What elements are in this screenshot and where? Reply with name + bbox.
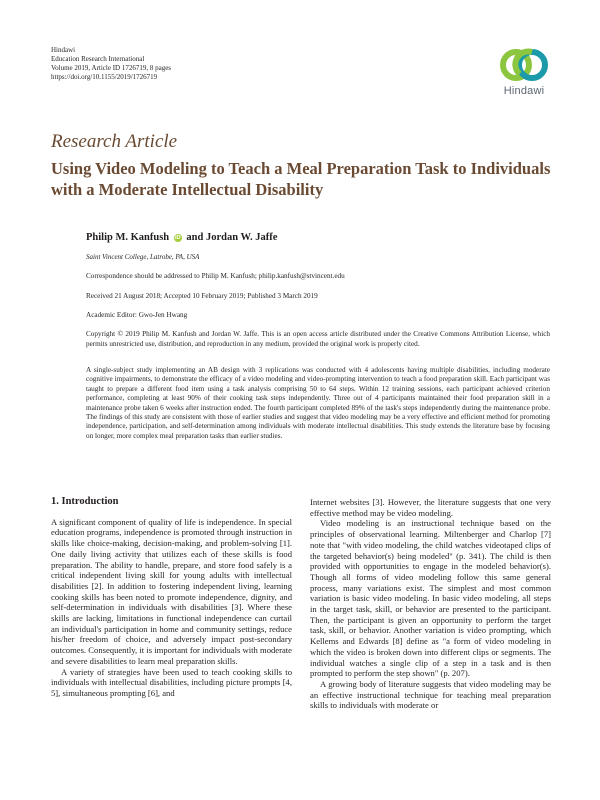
affiliation: Saint Vincent College, Latrobe, PA, USA [86, 253, 200, 261]
paragraph: A growing body of literature suggests that video modeling may be an effective instructional technique for teaching meal preparation skills to individuals with moderate or [310, 678, 551, 711]
section-heading: 1. Introduction [51, 496, 119, 507]
academic-editor: Academic Editor: Gwo-Jen Hwang [86, 311, 188, 319]
volume-line: Volume 2019, Article ID 1726719, 8 pages [51, 64, 172, 72]
doi-link[interactable]: https://doi.org/10.1155/2019/1726719 [51, 73, 158, 81]
logo-wordmark: Hindawi [503, 85, 545, 97]
journal-meta [51, 46, 171, 82]
author-list [86, 232, 550, 243]
paragraph: A variety of strategies have been used to teach cooking skills to individuals with intellectual disabilities, including picture prompts [4, 5], simultaneous prompting [6], and [51, 666, 292, 698]
paragraph: A significant component of quality of life is independence. In special education programs, independence is promoted through instruction in skills like choice-making, decision-making, and problem-solving [1]. One daily living activity that utilizes each of these skills is food preparation. The ability to handle, prepare, and store food safely is a critical independent living skill for young adults with intellectual disabilities [2]. In addition to fostering independent living, learning cooking skills has been noted to promote independence, dignity, and self-determination in individuals with disabilities [3]. Where these skills are lacking, limitations in functional independence can curtail an individual's participation in home and community settings, reduce his/her freedom of choice, and adversely impact post-secondary outcomes. Consequently, it is important for individuals with moderate and severe disabilities to learn meal preparation skills. [51, 516, 292, 666]
abstract: A single-subject study implementing an AB design with 3 replications was conducted with 4 adolescents having multiple disabilities, including moderate cognitive impairments, to demonstrate the efficacy of a video modeling and video-prompting intervention to teach a food preparation skill. Each participant was taught to prepare a different food item using a task analysis comprising 50 to 64 steps. Within 12 training sessions, each participant achieved criterion performance, completing at least 90% of their cooking task steps independently. Three out of 4 participants maintained their food preparation skill in a maintenance probe taken 6 weeks after instruction ended. The fourth participant completed 89% of the task's steps independently during the maintenance probe. The findings of this study are consistent with those of earlier studies and suggest that video modeling may be a very effective and efficient method for promoting independence, participation, and self-determination among individuals with moderate intellectual disabilities. This study extends the literature base by focusing on longer, more complex meal preparation tasks than earlier studies. [86, 366, 550, 440]
copyright-notice: Copyright © 2019 Philip M. Kanfush and Jordan W. Jaffe. This is an open access article distributed under the Creative Commons Attribution License, which permits unrestricted use, distribution, and reproduction in any medium, provided the original work is properly cited. [86, 330, 550, 348]
orcid-icon[interactable]: iD [175, 235, 181, 241]
author-name-2: and Jordan W. Jaffe [186, 232, 278, 243]
publication-dates: Received 21 August 2018; Accepted 10 February 2019; Published 3 March 2019 [86, 292, 318, 300]
paragraph: Video modeling is an instructional technique based on the principles of observational learning. Miltenberger and Charlop [7] note that "with video modeling, the child watches videotaped clips of the targeted behavior(s) being modeled" (p. 341). The child is then provided with opportunities to engage in the modeled behavior(s). Though all forms of video modeling follow this same general process, many variations exist. The simplest and most common variation is basic video modeling. In basic video modeling, all steps in the target task, skill, or behavior are presented to the participant. Then, the participant is given an opportunity to perform the target task, skill, or behavior. Another variation is video prompting, which Kellems and Edwards [8] define as "a form of video modeling in which the video is broken down into different clips or segments. The individual watches a single clip of a step in a task and is then prompted to perform the step shown" (p. 207). [310, 518, 551, 679]
journal-name: Education Research International [51, 55, 145, 63]
author-name: Philip M. Kanfush [86, 232, 170, 243]
hindawi-logo [496, 46, 552, 106]
right-column [310, 497, 551, 711]
article-type: Research Article [51, 131, 178, 152]
left-column [51, 497, 292, 699]
correspondence: Correspondence should be addressed to Philip M. Kanfush; philip.kanfush@stvincent.edu [86, 272, 345, 280]
interlocking-rings-icon [499, 46, 549, 84]
article-title: Using Video Modeling to Teach a Meal Preparation Task to Individuals with a Moderate Intellectual Disability [51, 159, 551, 199]
publisher-name: Hindawi [51, 46, 76, 54]
paragraph: Internet websites [3]. However, the literature suggests that one very effective method may be video modeling. [310, 497, 551, 518]
